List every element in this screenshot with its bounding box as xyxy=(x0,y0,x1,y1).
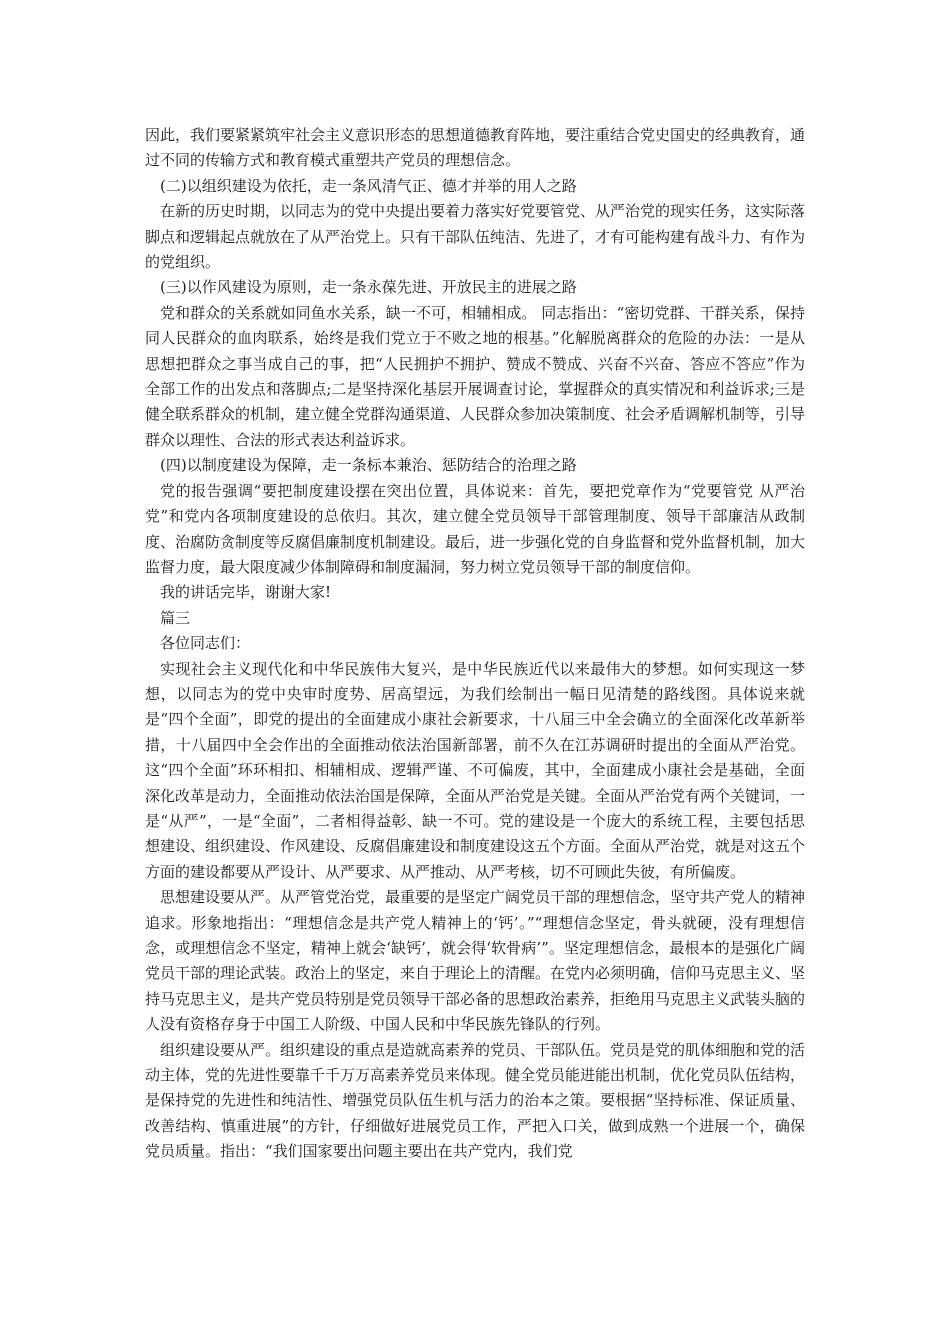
salutation: 各位同志们： xyxy=(160,634,251,653)
paragraph: 实现社会主义现代化和中华民族伟大复兴，是中华民族近代以来最伟大的梦想。如何实现这一梦想，以同志为的党中央审时度势、居高望远，为我们绘制出一幅日见清楚的路线图。具体说来就是“四个全面”，即党的提出的全面建成小康社会新要求，十八届三中全会确立的全面深化改革新举措，十八届四中全会作出的全面推动依法治国新部署，前不久在江苏调研时提出的全面从严治党。这“四个全面”环环相扣、相辅相成、逻辑严谨、不可偏废，其中，全面建成小康社会是基础，全面深化改革是动力，全面推动依法治国是保障，全面从严治党是关键。全面从严治党有两个关键词，一是“从严”，一是“全面”，二者相得益彰、缺一不可。党的建设是一个庞大的系统工程，主要包括思想建设、组织建设、作风建设、反腐倡廉建设和制度建设这五个方面。全面从严治党，就是对这五个方面的建设都要从严设计、从严要求、从严推动、从严考核，切不可顾此失彼，有所偏废。 xyxy=(145,659,806,881)
section-heading-3: (三)以作风建设为原则，走一条永葆先进、开放民主的进展之路 xyxy=(160,278,577,297)
paragraph: 思想建设要从严。从严管党治党，最重要的是坚定广阔党员干部的理想信念，坚守共产党人的精神追求。形象地指出：“理想信念是共产党人精神上的‘钙’。”“理想信念坚定，骨头就硬，没有理想信念，或理想信念不坚定，精神上就会‘缺钙’，就会得‘软骨病’”。坚定理想信念，最根本的是强化广阔党员干部的理论武装。政治上的坚定，来自于理论上的清醒。在党内必须明确，信仰马克思主义、坚持马克思主义，是共产党员特别是党员领导干部必备的思想政治素养，拒绝用马克思主义武装头脑的人没有资格存身于中国工人阶级、中国人民和中华民族先锋队的行列。 xyxy=(145,888,806,1034)
paragraph: 党和群众的关系就如同鱼水关系，缺一不可，相辅相成。 同志指出：“密切党群、干群关系，保持同人民群众的血肉联系，始终是我们党立于不败之地的根基。”化解脱离群众的危险的办法：一是从思想把群众之事当成自己的事，把“人民拥护不拥护、赞成不赞成、兴奋不兴奋、答应不答应”作为全部工作的出发点和落脚点;二是坚持深化基层开展调查讨论，掌握群众的真实情况和利益诉求;三是健全联系群众的机制，建立健全党群沟通渠道、人民群众参加决策制度、社会矛盾调解机制等，引导群众以理性、合法的形式表达利益诉求。 xyxy=(145,303,806,449)
part-heading: 篇三 xyxy=(160,608,191,627)
closing-remark: 我的讲话完毕，谢谢大家! xyxy=(160,583,332,602)
paragraph: 组织建设要从严。组织建设的重点是造就高素养的党员、干部队伍。党员是党的肌体细胞和党的活动主体，党的先进性要靠千千万万高素养党员来体现。健全党员能进能出机制，优化党员队伍结构，是保持党的先进性和纯洁性、增强党员队伍生机与活力的治本之策。要根据“坚持标准、保证质量、改善结构、慎重进展”的方针，仔细做好进展党员工作，严把入口关，做到成熟一个进展一个，确保党员质量。指出：“我们国家要出问题主要出在共产党内，我们党 xyxy=(145,1040,806,1161)
section-heading-2: (二)以组织建设为依托，走一条风清气正、德才并举的用人之路 xyxy=(160,176,577,195)
section-heading-4: (四)以制度建设为保障，走一条标本兼治、惩防结合的治理之路 xyxy=(160,456,577,475)
paragraph: 党的报告强调“要把制度建设摆在突出位置，具体说来：首先，要把党章作为“党要管党 从严治党”和党内各项制度建设的总依归。其次，建立健全党员领导干部管理制度、领导干部廉洁从政制度、治腐防贪制度等反腐倡廉制度机制建设。最后，进一步强化党的自身监督和党外监督机制，加大监督力度，最大限度减少体制障碍和制度漏洞，努力树立党员领导干部的制度信仰。 xyxy=(145,481,806,576)
paragraph-intro: 因此，我们要紧紧筑牢社会主义意识形态的思想道德教育阵地，要注重结合党史国史的经典教育，通过不同的传输方式和教育模式重塑共产党员的理想信念。 xyxy=(145,126,806,170)
paragraph: 在新的历史时期，以同志为的党中央提出要着力落实好党要管党、从严治党的现实任务，这实际落脚点和逻辑起点就放在了从严治党上。只有干部队伍纯洁、先进了，才有可能构建有战斗力、有作为的党组织。 xyxy=(145,202,806,272)
document-body xyxy=(145,123,805,1165)
